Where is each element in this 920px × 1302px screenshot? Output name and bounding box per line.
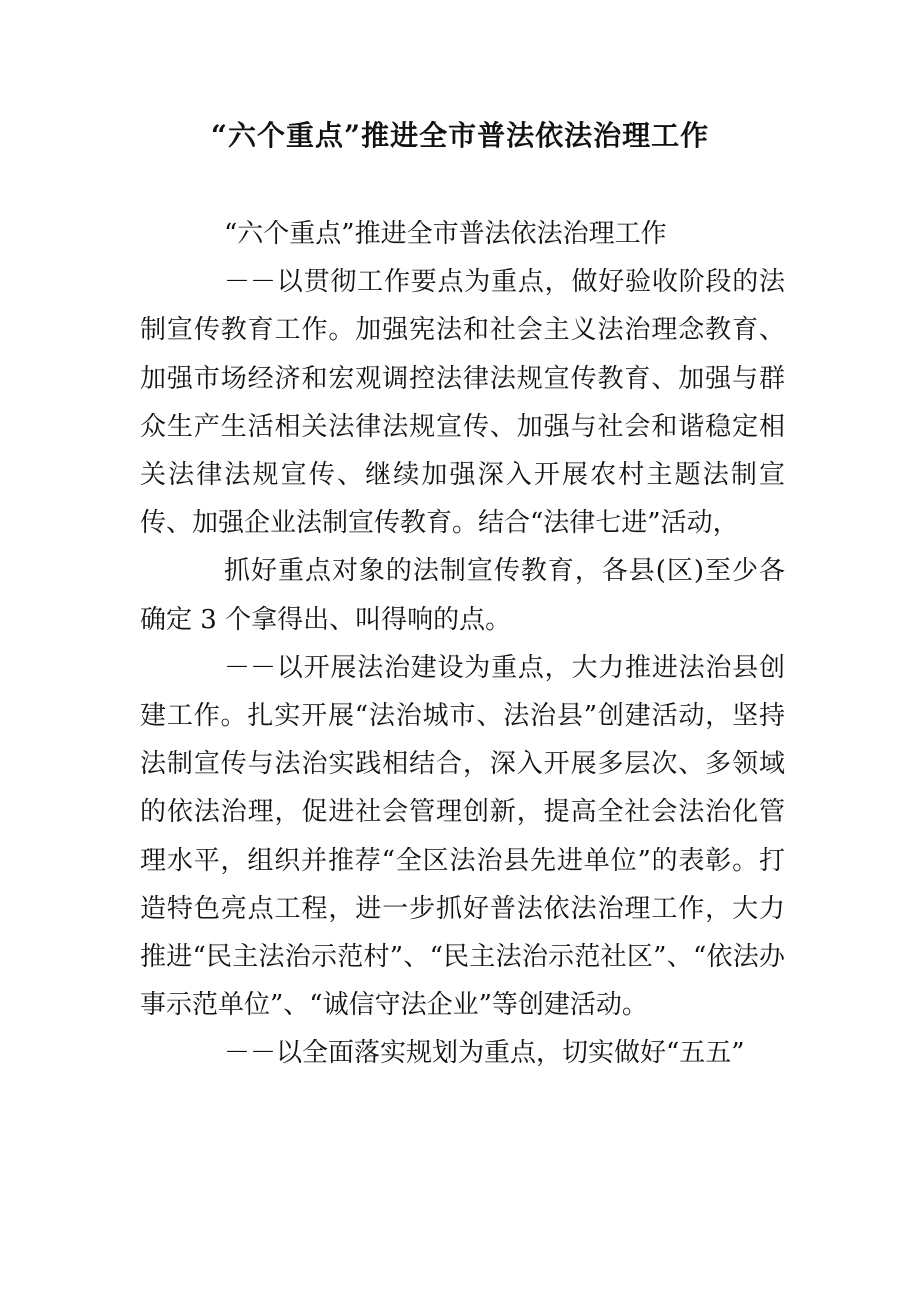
paragraph-rule-of-law: －－以开展法治建设为重点，大力推进法治县创建工作。扎实开展“法治城市、法治县”创建活动，坚持法制宣传与法治实践相结合，深入开展多层次、多领域的依法治理，促进社会管理创新，提高全社会法治化管理水平，组织并推荐“全区法治县先进单位”的表彰。打造特色亮点工程，进一步抓好普法依法治理工作，大力推进“民主法治示范村”、“民主法治示范社区”、“依法办事示范单位”、“诚信守法企业”等创建活动。	[140, 652, 785, 1021]
document-title: “六个重点”推进全市普法依法治理工作	[210, 119, 710, 152]
paragraph-key-targets: 抓好重点对象的法制宣传教育，各县(区)至少各确定 3 个拿得出、叫得响的点。	[140, 556, 785, 635]
paragraph-planning: －－以全面落实规划为重点，切实做好“五五”	[224, 1038, 745, 1069]
paragraph-work-points: －－以贯彻工作要点为重点，做好验收阶段的法制宣传教育工作。加强宪法和社会主义法治理念教育、加强市场经济和宏观调控法律法规宣传教育、加强与群众生产生活相关法律法规宣传、加强与社会和谐稳定相关法律法规宣传、继续加强深入开展农村主题法制宣传、加强企业法制宣传教育。结合“法律七进”活动，	[140, 267, 785, 539]
document-body	[140, 210, 785, 1078]
paragraph-subtitle: “六个重点”推进全市普法依法治理工作	[224, 219, 667, 249]
